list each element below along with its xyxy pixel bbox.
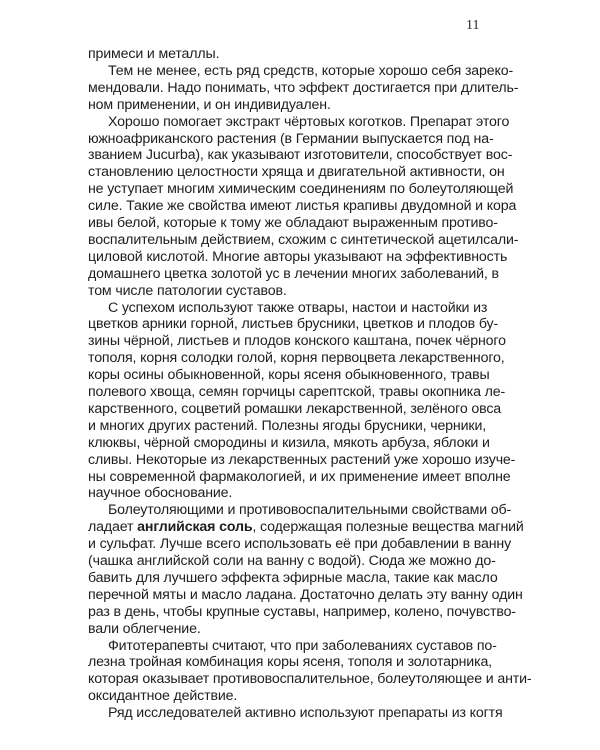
text-line: лезна тройная комбинация коры ясеня, тополя и золотарника, [88, 654, 492, 671]
text-line: раз в день, чтобы крупные суставы, например, колено, почувство- [88, 603, 516, 620]
text-segment: ладает [88, 519, 138, 536]
text-line: ивы белой, которые к тому же обладают выраженным противо- [88, 215, 498, 231]
text-line: перечной мяты и масло ладана. Достаточно делать эту ванну один [88, 586, 523, 603]
text-line: сливы. Некоторые из лекарственных растений уже хорошо изуче- [88, 451, 516, 468]
text-line: примеси и металлы. [88, 46, 220, 62]
text-line: С успехом используют также отвары, настои и настойки из [108, 299, 488, 316]
text-line: тополя, корня солодки голой, корня первоцвета лекарственного, [88, 350, 505, 367]
text-line: силе. Такие же свойства имеют листья крапивы двудомной и кора [88, 198, 517, 215]
text-line: южноафриканского растения (в Германии выпускается под на- [88, 130, 494, 147]
text-segment: , содержащая полезные вещества магний [252, 519, 524, 536]
text-line: Фитотерапевты считают, что при заболеваниях суставов по- [108, 637, 497, 654]
text-line: карственного, соцветий ромашки лекарственной, зелёного овса [88, 400, 502, 417]
text-line: (чашка английской соли на ванну с водой). Сюда же можно до- [88, 553, 496, 569]
text-line: бавить для лучшего эффекта эфирные масла, такие как масло [88, 569, 498, 586]
text-line: званием Jucurba), как указывают изготовители, способствует вос- [88, 147, 513, 164]
text-line: коры осины обыкновенной, коры ясеня обыкновенного, травы [88, 367, 490, 384]
text-line: том числе патологии суставов. [88, 282, 287, 299]
text-line: которая оказывает противовоспалительное, болеутоляющее и анти- [88, 671, 532, 688]
text-line: циловой кислотой. Многие авторы указывают на эффективность [88, 248, 508, 265]
text-line: Хорошо помогает экстракт чёртовых коготков. Препарат этого [108, 113, 510, 130]
bold-term: английская соль [137, 519, 253, 536]
page-number: 11 [466, 18, 480, 33]
text-line: полевого хвоща, семян горчицы сарептской, травы окопника ле- [88, 384, 506, 400]
text-line: цветков арники горной, листьев брусники, цветков и плодов бу- [88, 316, 499, 333]
text-line: вали облегчение. [88, 620, 201, 637]
text-line: и многих других растений. Полезны ягоды брусники, черники, [88, 417, 487, 434]
text-line: зины чёрной, листьев и плодов конского каштана, почек чёрного [88, 333, 506, 350]
text-line: и сульфат. Лучше всего использовать её при добавлении в ванну [88, 536, 512, 553]
text-line: Тем не менее, есть ряд средств, которые хорошо себя зареко- [108, 62, 514, 79]
text-line: не уступает многим химическим соединениям по болеутоляющей [88, 181, 514, 198]
text-line: Болеутоляющими и противовоспалительными свойствами об- [108, 502, 512, 519]
text-line: клюквы, чёрной смородины и кизила, мякоть арбуза, яблоки и [88, 434, 490, 451]
text-line: домашнего цветка золотой ус в лечении многих заболеваний, в [88, 265, 499, 282]
text-line: оксидантное действие. [88, 688, 238, 705]
text-line: воспалительным действием, схожим с синтетической ацетилсали- [88, 231, 519, 248]
text-line: Ряд исследователей активно используют препараты из когтя [108, 705, 503, 722]
text-line: становлению целостности хряща и двигательной активности, он [88, 164, 505, 181]
text-line: ны современной фармакологией, и их применение имеет вполне [88, 468, 511, 485]
text-line: ном применении, и он индивидуален. [88, 96, 331, 113]
text-line: мендовали. Надо понимать, что эффект достигается при длитель- [88, 79, 519, 96]
text-line: научное обоснование. [88, 485, 233, 502]
